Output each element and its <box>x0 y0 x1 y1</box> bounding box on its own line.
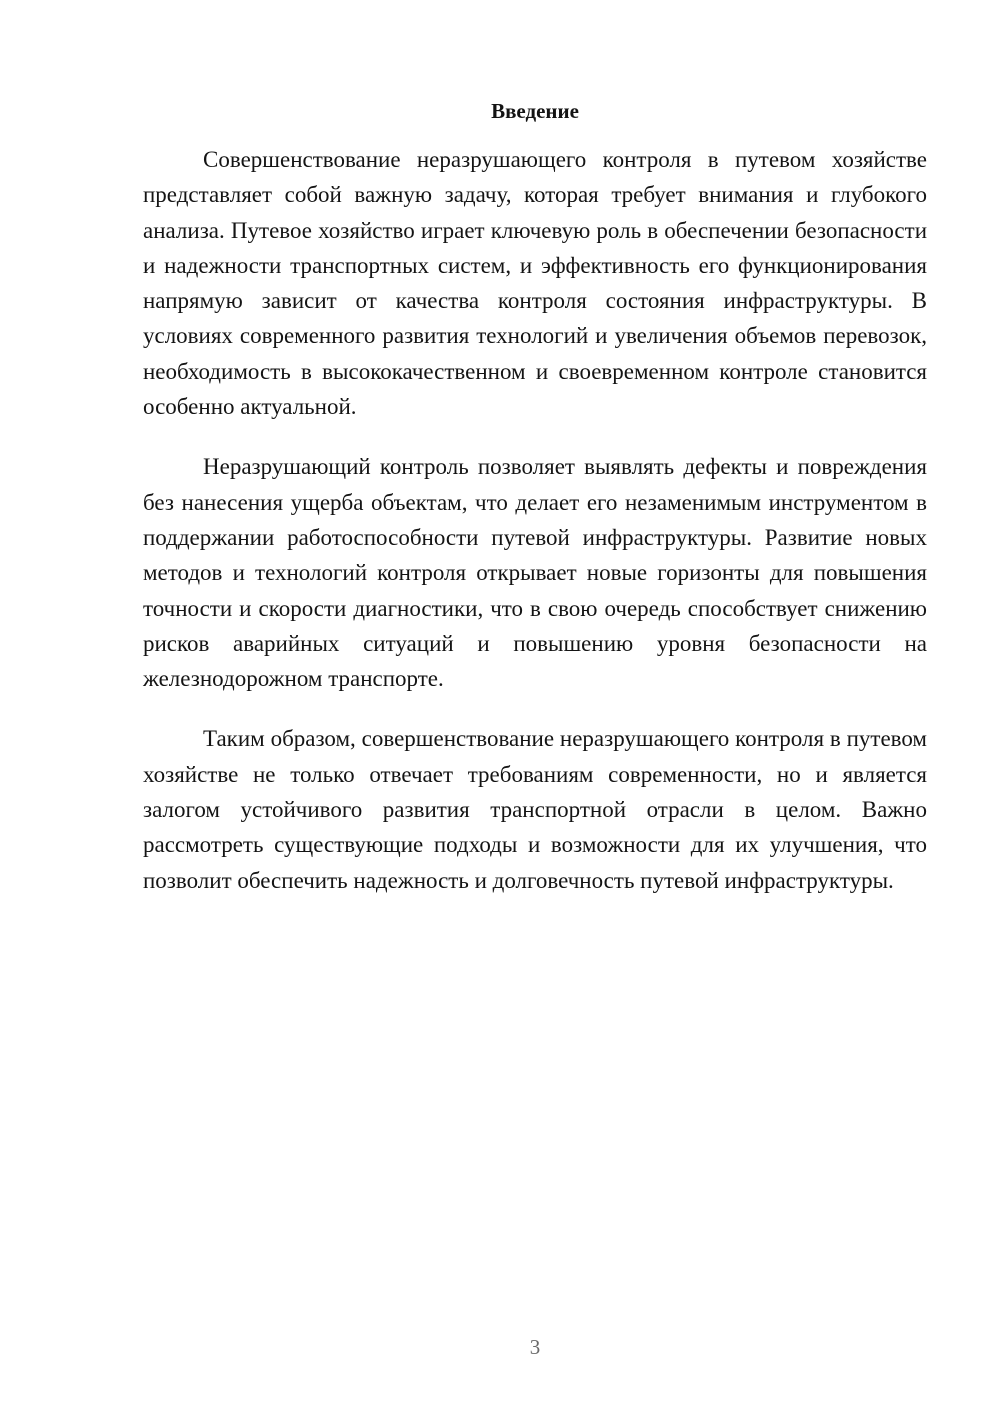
body-text <box>143 142 927 923</box>
paragraph-2: Неразрушающий контроль позволяет выявлять дефекты и повреждения без нанесения ущерба объектам, что делает его незаменимым инструментом в поддержании работоспособности путевой инфраструктуры. Развитие новых методов и технологий контроля открывает новые горизонты для повышения точности и скорости диагностики, что в свою очередь способствует снижению рисков аварийных ситуаций и повышению уровня безопасности на железнодорожном транспорте. <box>143 454 927 692</box>
page-number: 3 <box>529 1335 541 1359</box>
paragraph-3: Таким образом, совершенствование неразрушающего контроля в путевом хозяйстве не только отвечает требованиям современности, но и является залогом устойчивого развития транспортной отрасли в целом. Важно рассмотреть существующие подходы и возможности для их улучшения, что позволит обеспечить надежность и долговечность путевой инфраструктуры. <box>143 726 927 893</box>
section-heading: Введение <box>491 99 579 123</box>
paragraph-1: Совершенствование неразрушающего контроля в путевом хозяйстве представляет собой важную задачу, которая требует внимания и глубокого анализа. Путевое хозяйство играет ключевую роль в обеспечении безопасности и надежности транспортных систем, и эффективность его функционирования напрямую зависит от качества контроля состояния инфраструктуры. В условиях современного развития технологий и увеличения объемов перевозок, необходимость в высококачественном и своевременном контроле становится особенно актуальной. <box>143 147 927 420</box>
